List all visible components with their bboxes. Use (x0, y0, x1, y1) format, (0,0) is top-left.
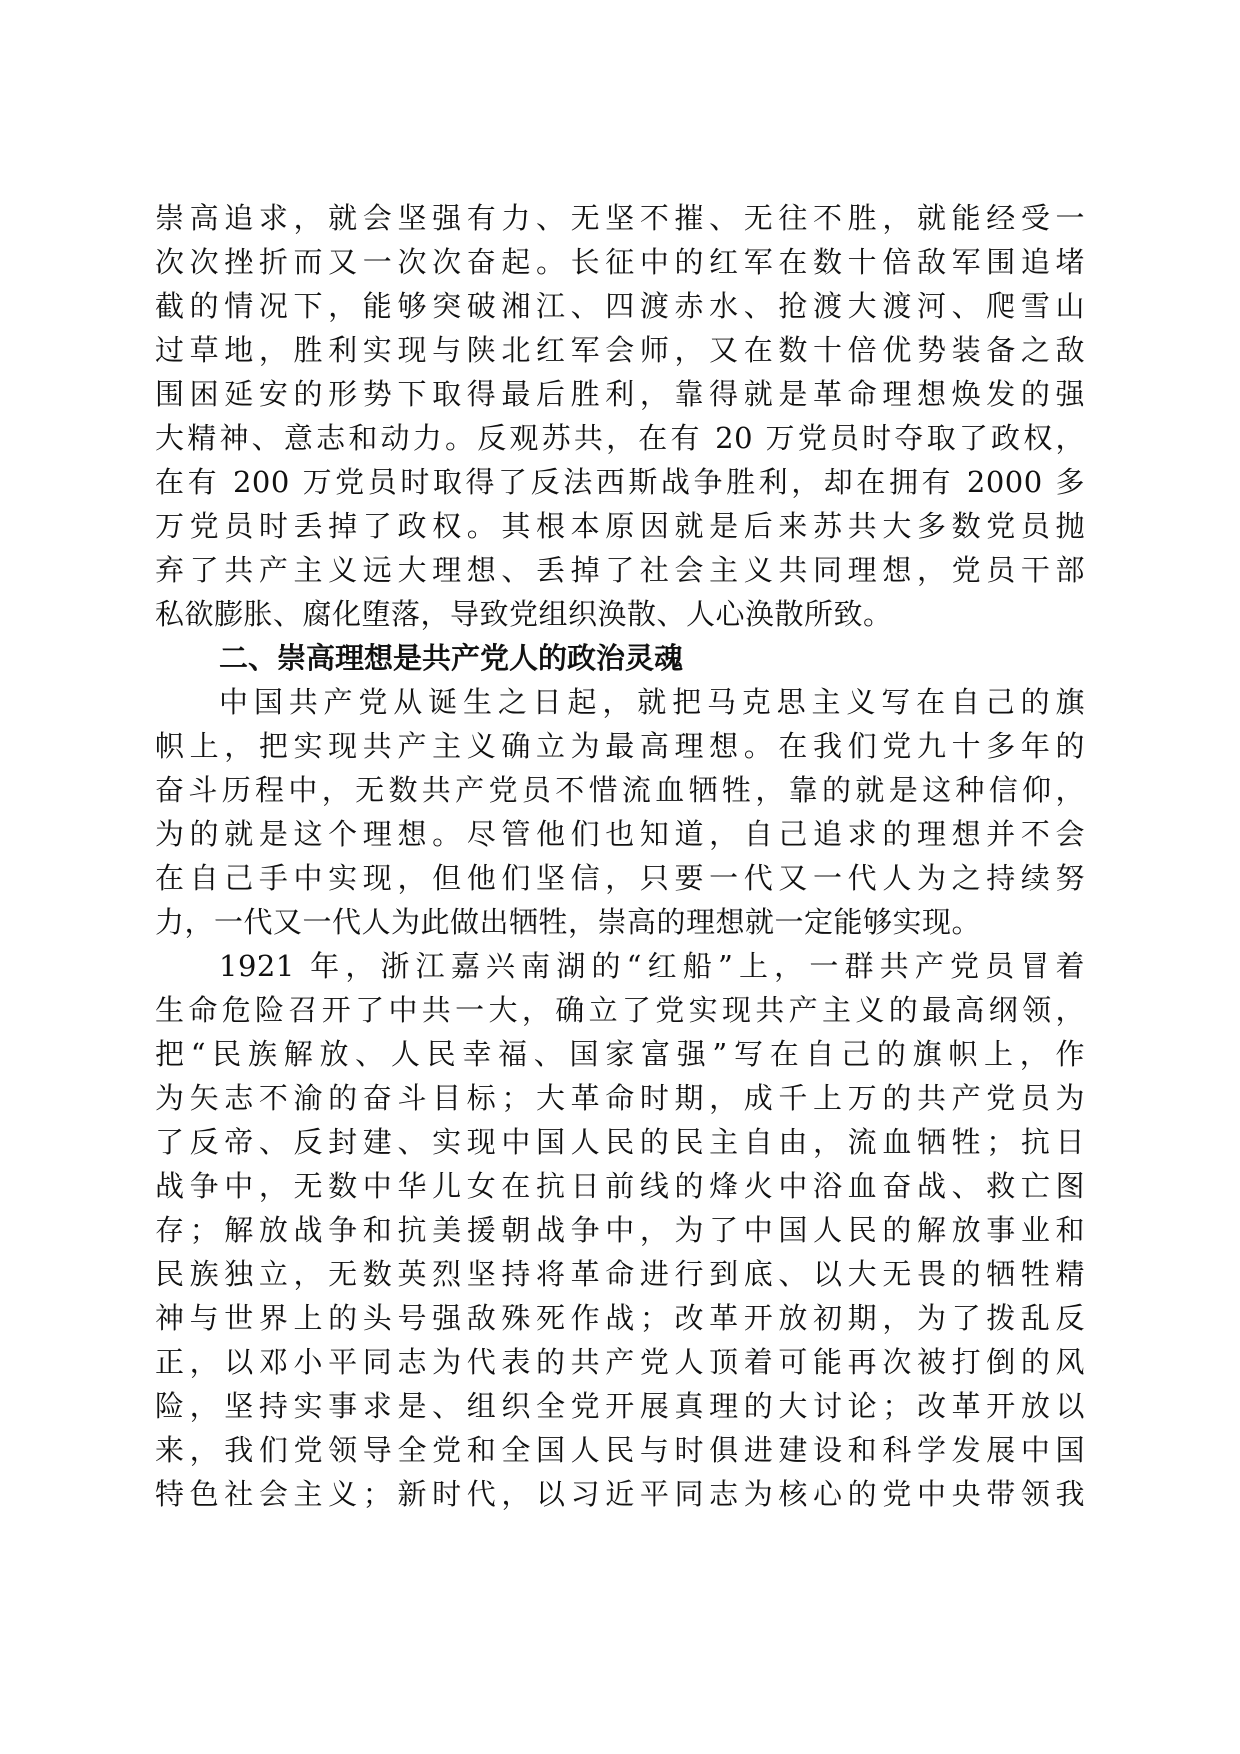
text-line: 截的情况下，能够突破湘江、四渡赤水、抢渡大渡河、爬雪山 (155, 289, 1085, 323)
text-line: 在有 200 万党员时取得了反法西斯战争胜利，却在拥有 2000 多 (155, 465, 1085, 499)
text-line: 奋斗历程中，无数共产党员不惜流血牺牲，靠的就是这种信仰， (155, 773, 1085, 807)
text-line: 过草地，胜利实现与陕北红军会师，又在数十倍优势装备之敌 (155, 333, 1085, 367)
text-line: 存；解放战争和抗美援朝战争中，为了中国人民的解放事业和 (155, 1213, 1085, 1247)
text-line: 战争中，无数中华儿女在抗日前线的烽火中浴血奋战、救亡图 (155, 1169, 1085, 1203)
text-line: 力，一代又一代人为此做出牺牲，崇高的理想就一定能够实现。 (155, 905, 982, 939)
text-line: 弃了共产主义远大理想、丢掉了社会主义共同理想，党员干部 (155, 553, 1085, 587)
text-line: 次次挫折而又一次次奋起。长征中的红军在数十倍敌军围追堵 (155, 245, 1085, 279)
section-heading: 二、崇高理想是共产党人的政治灵魂 (219, 641, 684, 675)
text-line: 帜上，把实现共产主义确立为最高理想。在我们党九十多年的 (155, 729, 1085, 763)
document-body (155, 196, 1085, 1516)
text-line: 特色社会主义；新时代，以习近平同志为核心的党中央带领我 (155, 1477, 1085, 1511)
paragraph-1 (155, 196, 1085, 636)
text-line: 崇高追求，就会坚强有力、无坚不摧、无往不胜，就能经受一 (155, 201, 1085, 235)
text-line: 1921 年，浙江嘉兴南湖的“红船”上，一群共产党员冒着 (219, 949, 1085, 983)
text-line: 了反帝、反封建、实现中国人民的民主自由，流血牺牲；抗日 (155, 1125, 1085, 1159)
text-line: 私欲膨胀、腐化堕落，导致党组织涣散、人心涣散所致。 (155, 597, 893, 631)
text-line: 在自己手中实现，但他们坚信，只要一代又一代人为之持续努 (155, 861, 1085, 895)
text-line: 民族独立，无数英烈坚持将革命进行到底、以大无畏的牺牲精 (155, 1257, 1085, 1291)
paragraph-3 (155, 944, 1085, 1516)
text-line: 来，我们党领导全党和全国人民与时俱进建设和科学发展中国 (155, 1433, 1085, 1467)
paragraph-2 (155, 680, 1085, 944)
text-line: 围困延安的形势下取得最后胜利，靠得就是革命理想焕发的强 (155, 377, 1085, 411)
text-line: 险，坚持实事求是、组织全党开展真理的大讨论；改革开放以 (155, 1389, 1085, 1423)
text-line: 为的就是这个理想。尽管他们也知道，自己追求的理想并不会 (155, 817, 1085, 851)
text-line: 神与世界上的头号强敌殊死作战；改革开放初期，为了拨乱反 (155, 1301, 1085, 1335)
text-line: 正，以邓小平同志为代表的共产党人顶着可能再次被打倒的风 (155, 1345, 1085, 1379)
text-line: 生命危险召开了中共一大，确立了党实现共产主义的最高纲领， (155, 993, 1085, 1027)
text-line: 把“民族解放、人民幸福、国家富强”写在自己的旗帜上，作 (155, 1037, 1085, 1071)
text-line: 大精神、意志和动力。反观苏共，在有 20 万党员时夺取了政权， (155, 421, 1085, 455)
text-line: 中国共产党从诞生之日起，就把马克思主义写在自己的旗 (219, 685, 1085, 719)
text-line: 万党员时丢掉了政权。其根本原因就是后来苏共大多数党员抛 (155, 509, 1085, 543)
text-line: 为矢志不渝的奋斗目标；大革命时期，成千上万的共产党员为 (155, 1081, 1085, 1115)
